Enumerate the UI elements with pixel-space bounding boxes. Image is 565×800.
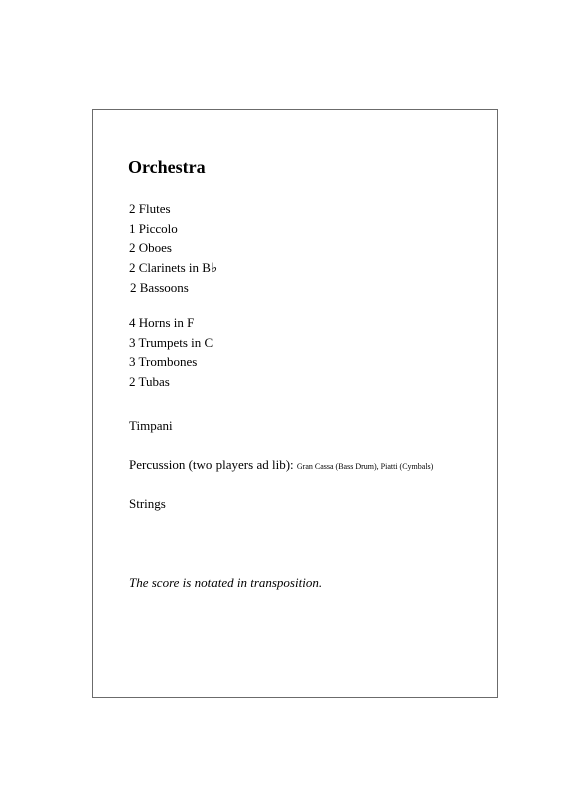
transposition-note: The score is notated in transposition. (129, 575, 323, 590)
page-title: Orchestra (128, 157, 206, 177)
woodwind-oboes: 2 Oboes (129, 240, 172, 255)
brass-horns: 4 Horns in F (129, 315, 195, 330)
percussion-label: Percussion (two players ad lib): (129, 457, 294, 472)
brass-trombones: 3 Trombones (129, 354, 198, 369)
woodwind-flutes: 2 Flutes (129, 201, 171, 216)
brass-trumpets: 3 Trumpets in C (129, 335, 214, 350)
strings-line: Strings (129, 496, 166, 511)
brass-tubas: 2 Tubas (129, 374, 170, 389)
page-frame (92, 109, 498, 698)
percussion-line (129, 457, 433, 475)
woodwind-piccolo: 1 Piccolo (129, 221, 178, 236)
percussion-instruments: Gran Cassa (Bass Drum), Piatti (Cymbals) (296, 462, 434, 471)
timpani-line: Timpani (129, 418, 173, 433)
woodwind-clarinets: 2 Clarinets in B♭ (129, 260, 218, 275)
woodwind-bassoons: 2 Bassoons (130, 280, 189, 295)
